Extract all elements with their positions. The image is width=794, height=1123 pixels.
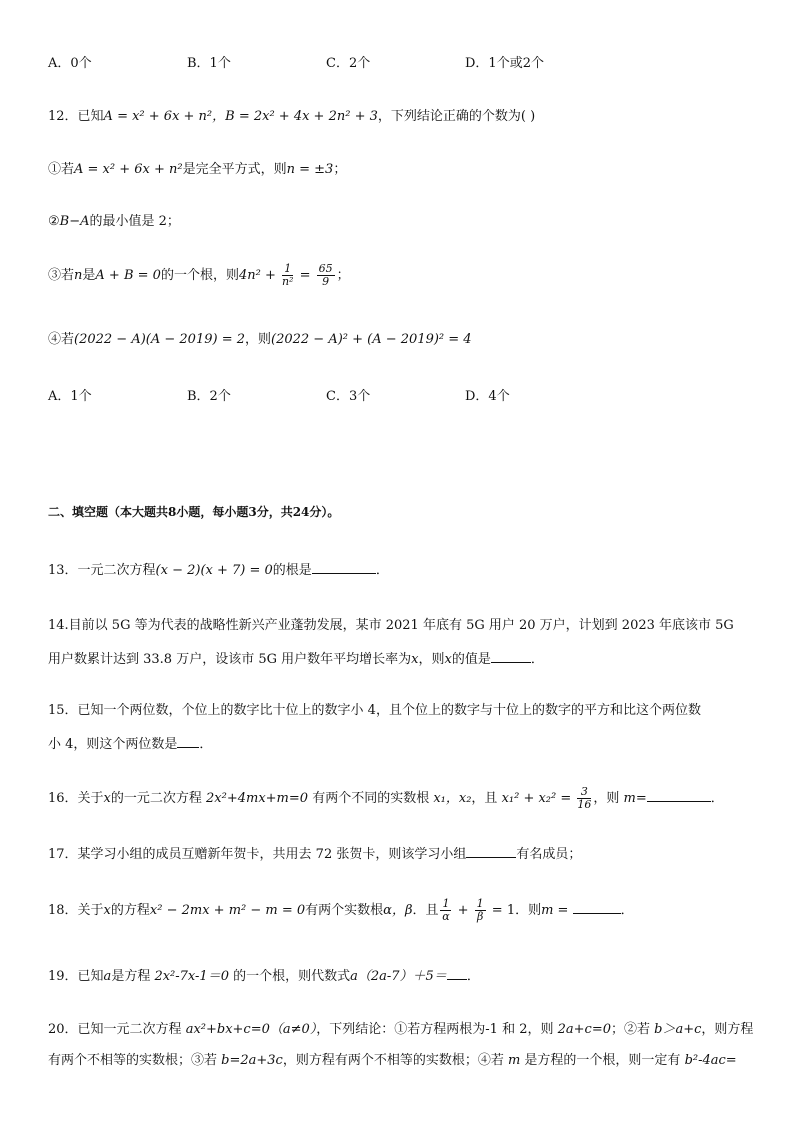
q19-text3: 的一个根，则代数式 xyxy=(228,969,351,984)
q15-line-1: 15．已知一个两位数，个位上的数字比十位上的数字小 4，且个位上的数字与十位上的数字的平方和比这个两位数 xyxy=(48,703,701,718)
q12-s4-text2: ，则 xyxy=(245,332,272,347)
q12-s3-frac1-num: 1 xyxy=(282,263,294,276)
q20-line-2 xyxy=(48,1051,737,1071)
q18 xyxy=(48,896,634,926)
q13-text: 13．一元二次方程 xyxy=(48,563,156,578)
q12-stem-text: 12．已知 xyxy=(48,109,104,124)
q19-text2: 是方程 xyxy=(111,969,155,984)
q12-s3-end: ； xyxy=(336,268,350,283)
q12-statement-2 xyxy=(48,212,180,232)
q12-option-d: D．4个 xyxy=(465,389,510,404)
q12-s4-math2: (2022 − A)² + (A − 2019)² = 4 xyxy=(271,332,472,347)
q11-options xyxy=(48,54,608,74)
q16-text: 16．关于 xyxy=(48,791,104,806)
q12-s1-end: ； xyxy=(333,162,347,177)
q14-line-2 xyxy=(48,648,544,670)
q12-s3-text: ③若 xyxy=(48,268,75,283)
q19-math: 2x²-7x-1＝0 xyxy=(154,969,229,984)
q20-math: ax²+bx+c=0（a≠0） xyxy=(185,1022,317,1037)
q16-var: x xyxy=(103,791,111,806)
q16-frac-den: 16 xyxy=(577,798,592,811)
q20-var: m xyxy=(507,1053,521,1068)
q11-option-b: B．1个 xyxy=(187,56,231,71)
q11-option-c: C．2个 xyxy=(326,56,371,71)
q14-line-1: 14.目前以 5G 等为代表的战略性新兴产业蓬勃发展，某市 2021 年底有 5G 用户 20 万户，计划到 2023 年底该市 5G xyxy=(48,618,734,633)
q18-text2: 的方程 xyxy=(110,903,150,918)
q20-text: 20．已知一元二次方程 xyxy=(48,1022,186,1037)
q12-option-a: A．1个 xyxy=(48,389,92,404)
q12-stem-math: A = x² + 6x + n²，B = 2x² + 4x + 2n² + 3 xyxy=(103,109,378,124)
q15-line-2 xyxy=(48,733,212,755)
q14-text2: ，则 xyxy=(418,652,445,667)
q12-statement-1 xyxy=(48,160,346,180)
q15-text: 小 4，则这个两位数是 xyxy=(48,737,178,752)
q13-math: (x − 2)(x + 7) = 0 xyxy=(155,563,273,578)
q20-text7: 是方程的一个根，则一定有 xyxy=(520,1053,685,1068)
q13-answer-blank[interactable] xyxy=(312,559,376,574)
q20-math2: 2a+c=0 xyxy=(557,1022,611,1037)
q16-math2: x₁² + x₂² = xyxy=(501,791,576,806)
q12-s3-frac2-num: 65 xyxy=(318,262,333,275)
q12-stem xyxy=(48,107,535,127)
q12-statement-3 xyxy=(48,262,350,290)
q16-answer-blank[interactable] xyxy=(647,787,711,802)
section-2-title: 二、填空题（本大题共8小题，每小题3分，共24分）。 xyxy=(48,505,340,519)
q12-option-c: C．3个 xyxy=(326,389,371,404)
q18-math: x² − 2mx + m² − m = 0 xyxy=(149,903,306,918)
q12-s1-math2: n = ±3 xyxy=(286,162,334,177)
q12-options xyxy=(48,387,608,407)
q19-answer-blank[interactable] xyxy=(447,965,467,980)
q12-s3-text3: 的一个根，则 xyxy=(160,268,239,283)
q19-end: ． xyxy=(466,969,480,984)
q18-fraction-1 xyxy=(440,898,451,923)
q18-fraction-2 xyxy=(475,898,486,923)
q19 xyxy=(48,965,480,987)
q12-s2-num: ② xyxy=(48,214,60,229)
q18-frac2-num: 1 xyxy=(476,897,484,910)
q12-s3-fraction-2 xyxy=(317,263,335,288)
q12-s1-text: ①若 xyxy=(48,162,75,177)
q16-frac-num: 3 xyxy=(577,786,591,799)
q20-line-1 xyxy=(48,1020,753,1040)
q20-text5: 有两个不相等的实数根；③若 xyxy=(48,1053,222,1068)
q14-text: 用户数累计达到 33.8 万户，设该市 5G 用户数年平均增长率为 xyxy=(48,652,412,667)
q16-roots: x₁，x₂ xyxy=(433,791,472,806)
q12-s1-text2: 是完全平方式，则 xyxy=(182,162,287,177)
q16-text2: 的一元二次方程 xyxy=(110,791,207,806)
q20-text6: ，则方程有两个不相等的实数根；④若 xyxy=(282,1053,508,1068)
q12-option-b: B．2个 xyxy=(187,389,231,404)
q12-s2-math: B−A xyxy=(59,214,90,229)
q19-math2: a（2a-7）＋5＝ xyxy=(350,969,447,984)
q19-var: a xyxy=(103,969,112,984)
q16-text4: ，且 xyxy=(471,791,502,806)
q12-s2-text: 的最小值是 2； xyxy=(89,214,180,229)
q13 xyxy=(48,559,389,581)
q16-text5: ，则 xyxy=(593,791,624,806)
q18-plus: + xyxy=(453,903,473,918)
q12-stem-tail: ，下列结论正确的个数为( ) xyxy=(377,109,536,124)
q12-s3-fraction-1 xyxy=(282,263,294,288)
q14-end: ． xyxy=(530,652,544,667)
q12-s4-text: ④若 xyxy=(48,332,75,347)
q17-answer-blank[interactable] xyxy=(466,843,516,858)
q20-text3: ；②若 xyxy=(610,1022,655,1037)
q20-math3: b＞a+c xyxy=(654,1022,702,1037)
q14-var: x xyxy=(411,652,419,667)
q17 xyxy=(48,843,581,865)
q20-math5: b²-4ac= xyxy=(684,1053,737,1068)
q18-text: 18．关于 xyxy=(48,903,104,918)
q18-text5: = 1．则 xyxy=(487,903,542,918)
q12-s3-var: n xyxy=(74,268,83,283)
q16-text3: 有两个不同的实数根 xyxy=(308,791,434,806)
q18-text3: 有两个实数根 xyxy=(305,903,384,918)
q17-text2: 有名成员； xyxy=(516,847,582,862)
q18-frac1-num: 1 xyxy=(442,897,450,910)
q12-s3-eq: = xyxy=(295,268,315,283)
q12-statement-4 xyxy=(48,330,472,350)
q16-math: 2x²+4mx+m=0 xyxy=(206,791,309,806)
q18-text4: ．且 xyxy=(412,903,439,918)
q20-math4: b=2a+3c xyxy=(221,1053,283,1068)
q12-s4-math1: (2022 − A)(A − 2019) = 2 xyxy=(74,332,245,347)
q11-option-d: D．1个或2个 xyxy=(465,56,544,71)
q12-s3-frac2-den: 9 xyxy=(322,275,330,288)
q19-text: 19．已知 xyxy=(48,969,104,984)
q18-answer-blank[interactable] xyxy=(573,899,621,914)
q12-s3-math2: 4n² + xyxy=(238,268,280,283)
q15-end: ． xyxy=(199,737,213,752)
q16-var2: m= xyxy=(623,791,647,806)
q13-text2: 的根是 xyxy=(272,563,312,578)
q20-text2: ，下列结论：①若方程两根为-1 和 2，则 xyxy=(316,1022,558,1037)
q12-s3-frac1-den: n² xyxy=(281,275,294,288)
q20-text4: ，则方程 xyxy=(701,1022,754,1037)
q18-frac2-den: β xyxy=(476,910,484,923)
q18-var: x xyxy=(103,903,111,918)
q18-end: ． xyxy=(620,903,634,918)
q15-answer-blank[interactable] xyxy=(177,733,199,748)
q18-roots: α，β xyxy=(383,903,413,918)
q16 xyxy=(48,785,724,813)
q18-var2: m = xyxy=(541,903,573,918)
q17-text: 17．某学习小组的成员互赠新年贺卡，共用去 72 张贺卡，则该学习小组 xyxy=(48,847,467,862)
q16-end: ． xyxy=(710,791,724,806)
q11-option-a: A．0个 xyxy=(48,56,92,71)
q12-s3-text2: 是 xyxy=(82,268,96,283)
q12-s1-math: A = x² + 6x + n² xyxy=(74,162,183,177)
q14-answer-blank[interactable] xyxy=(491,648,531,663)
q12-s3-math: A + B = 0 xyxy=(95,268,161,283)
q13-end: ． xyxy=(375,563,389,578)
q18-frac1-den: α xyxy=(442,910,450,923)
q16-fraction xyxy=(577,786,591,811)
q14-var2: x xyxy=(444,652,452,667)
q14-text3: 的值是 xyxy=(451,652,491,667)
